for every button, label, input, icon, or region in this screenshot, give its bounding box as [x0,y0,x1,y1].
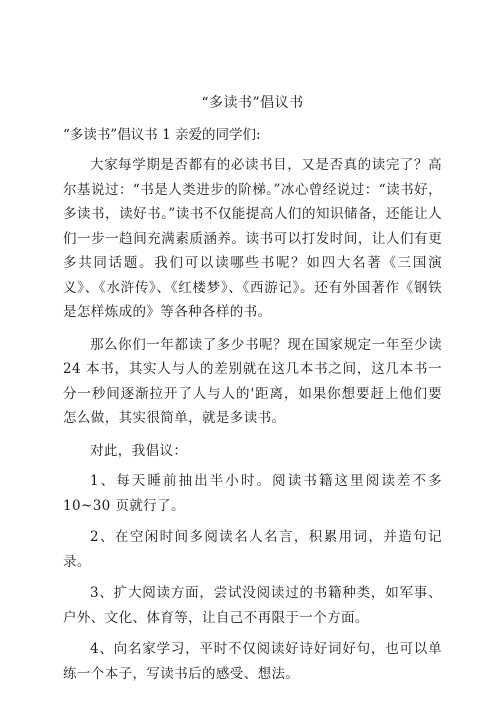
document-title: “多读书”倡议书 [201,95,304,111]
paragraph-1: 大家每学期是否都有的必读书目，又是否真的读完了？高尔基说过：“书是人类进步的阶梯。”冰心曾经说过：“读书好，多读书，读好书。”读书不仅能提高人们的知识储备，还能让人们一步一趋间充满素质涵养。读书可以打发时间，让人们有更多共同话题。我们可以读哪些书呢？如四大名著《三国演义》、《水浒传》、《红楼梦》、《西游记》。还有外国著作《钢铁是怎样炼成的》等各种各样的书。 [63,157,442,320]
paragraph-2: 那么你们一年都读了多少书呢？现在国家规定一年至少读 24 本书，其实人与人的差别就在这几本书之间，这几本书一分一秒间逐渐拉开了人与人的'距离，如果你想要赶上他们要怎么做，其实很简单，就是多读书。 [63,336,442,426]
proposal-item-3: 3、扩大阅读方面，尝试没阅读过的书籍种类，如军事、户外、文化、体育等，让自己不再限于一个方面。 [63,585,442,626]
proposal-item-4: 4、向名家学习，平时不仅阅读好诗好词好句，也可以单练一个本子，写读书后的感受、想法。 [63,641,442,682]
proposal-item-1: 1、每天睡前抽出半小时。阅读书籍这里阅读差不多 10~30 页就行了。 [63,473,442,514]
salutation: “多读书”倡议书 1 亲爱的同学们: [63,127,261,143]
proposal-item-2: 2、在空闲时间多阅读名人名言，积累用词，并造句记录。 [63,529,442,570]
proposal-intro: 对此，我倡议： [90,442,188,459]
